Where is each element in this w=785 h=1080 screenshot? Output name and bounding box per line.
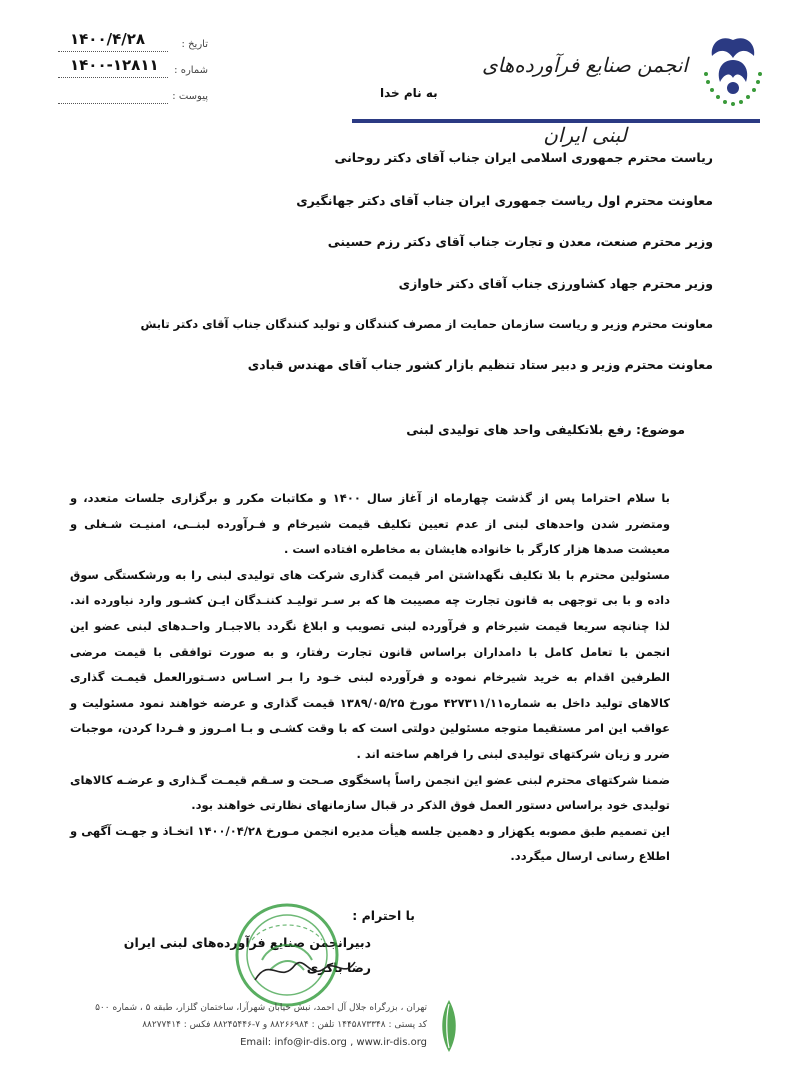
date-value: ۱۴۰۰/۴/۲۸ <box>70 30 146 48</box>
addressee-1: ریاست محترم جمهوری اسلامی ایران جناب آقای دکتر روحانی <box>334 150 713 165</box>
body-paragraph-4: این تصمیم طبق مصوبه یکهزار و دهمین جلسه هیأت مدیره انجمن مـورخ ۱۴۰۰/۰۴/۲۸ اتخـاذ و جهـت آگهی و اطلاع رسانی ارسال میگردد. <box>70 823 670 864</box>
footer-contact: کد پستی : ۱۴۴۵۸۷۳۳۴۸ تلفن : ۸۸۲۶۶۹۸۴ و ۷-۸۸۲۴۵۴۴۶ فکس : ۸۸۲۷۷۴۱۴ <box>142 1020 427 1030</box>
body-paragraph-2: مسئولین محترم با بلا تکلیف نگهداشتن امر قیمت گذاری شرکت های تولیدی لبنی را به ورشکستگی سوق داده و با بی توجهی به قانون تجارت چه مصیبت ها که بر سـر تولیـد کننـدگان ایـن کشـور وارد نیاورده اند. لذا چنانچه سریعا قیمت شیرخام و فرآورده لبنی تصویب و ابلاغ نگردد بالاجبـار واحـدهای لبنی عضو این انجمن با تعامل کامل با دامداران براساس قانون تجارت رفتار، و به صورت توافقی با قیمت مرضی الطرفین اقدام به خرید شیرخام نموده و فرآورده لبنی خـود را بـر اسـاس دسـتورالعمل قیمـت گذاری کالاهای تولید داخل به شماره۴۲۷۳۱۱/۱۱ مورخ ۱۳۸۹/۰۵/۲۵ قیمت گذاری و عرضه خواهند نمود مسئولیت و عواقب این امر مستقیما متوجه مسئولین دولتی است که با وقت کشـی و بـا امـروز و فـردا کردن، موجبات ضرر و زیان شرکتهای تولیدی لبنی را فراهم ساخته اند . <box>70 567 670 761</box>
addressee-4: وزیر محترم جهاد کشاورزی جناب آقای دکتر خاوازی <box>398 276 713 291</box>
attachment-label: پیوست : <box>172 91 208 102</box>
footer-email: Email: info@ir-dis.org , www.ir-dis.org <box>240 1037 427 1048</box>
handwritten-signature-icon <box>250 950 360 990</box>
addressee-6: معاونت محترم وزیر و دبیر ستاد تنظیم بازار کشور جناب آقای مهندس قبادی <box>247 357 713 372</box>
number-label: شماره : <box>174 65 208 76</box>
signature-title: دبیرانجمن صنایع فرآورده‌های لبنی ایران <box>123 935 371 950</box>
footer-leaf-icon <box>436 996 462 1054</box>
date-field <box>58 30 208 56</box>
addressee-2: معاونت محترم اول ریاست جمهوری ایران جناب آقای دکتر جهانگیری <box>296 193 713 208</box>
basmala: به نام خدا <box>380 86 438 100</box>
header-divider <box>352 119 760 123</box>
date-label: تاریخ : <box>181 39 208 50</box>
letter-subject: موضوع: رفع بلاتکلیفی واحد های تولیدی لبنی <box>406 422 685 437</box>
footer-address: تهران ، بزرگراه جلال آل احمد، نبش خیابان شهرآرا، ساختمان گلزار، طبقه ۵ ، شماره ۵۰۰ <box>95 1003 427 1013</box>
closing-greeting: با احترام : <box>352 908 415 923</box>
addressee-3: وزیر محترم صنعت، معدن و تجارت جناب آقای دکتر رزم حسینی <box>327 234 713 249</box>
attachment-field <box>58 88 208 108</box>
number-value: ۱۴۰۰-۱۲۸۱۱ <box>70 56 159 74</box>
body-paragraph-3: ضمنا شرکتهای محترم لبنی عضو این انجمن راساً پاسخگوی صـحت و سـقم قیمـت گـذاری و عرضـه کالاهای تولیدی خود براساس دستور العمل فوق الذکر در قبال سازمانهای نظارتی خواهند بود. <box>70 772 670 813</box>
signature-name: رضا باکری <box>306 960 371 975</box>
association-logo-icon <box>698 30 768 112</box>
brand-name: انجمن صنایع فرآورده‌های لبنی ایران <box>481 53 688 147</box>
letter-body <box>70 486 670 870</box>
body-paragraph-1: با سلام احتراما پس از گذشت چهارماه از آغاز سال ۱۴۰۰ و مکاتبات مکرر و برگزاری جلسات متعدد، و ومتضرر شدن واحدهای لبنی از عدم تعیین تکلیف قیمت شیرخام و فـرآورده لبنــی، امنیـت شـغلی و معیشت صدها هزار کارگر با خانواده هایشان به مخاطره افتاده است . <box>70 491 671 557</box>
number-field <box>58 56 208 82</box>
addressee-5: معاونت محترم وزیر و ریاست سازمان حمایت از مصرف کنندگان و تولید کنندگان جناب آقای دکتر تابش <box>140 317 713 331</box>
